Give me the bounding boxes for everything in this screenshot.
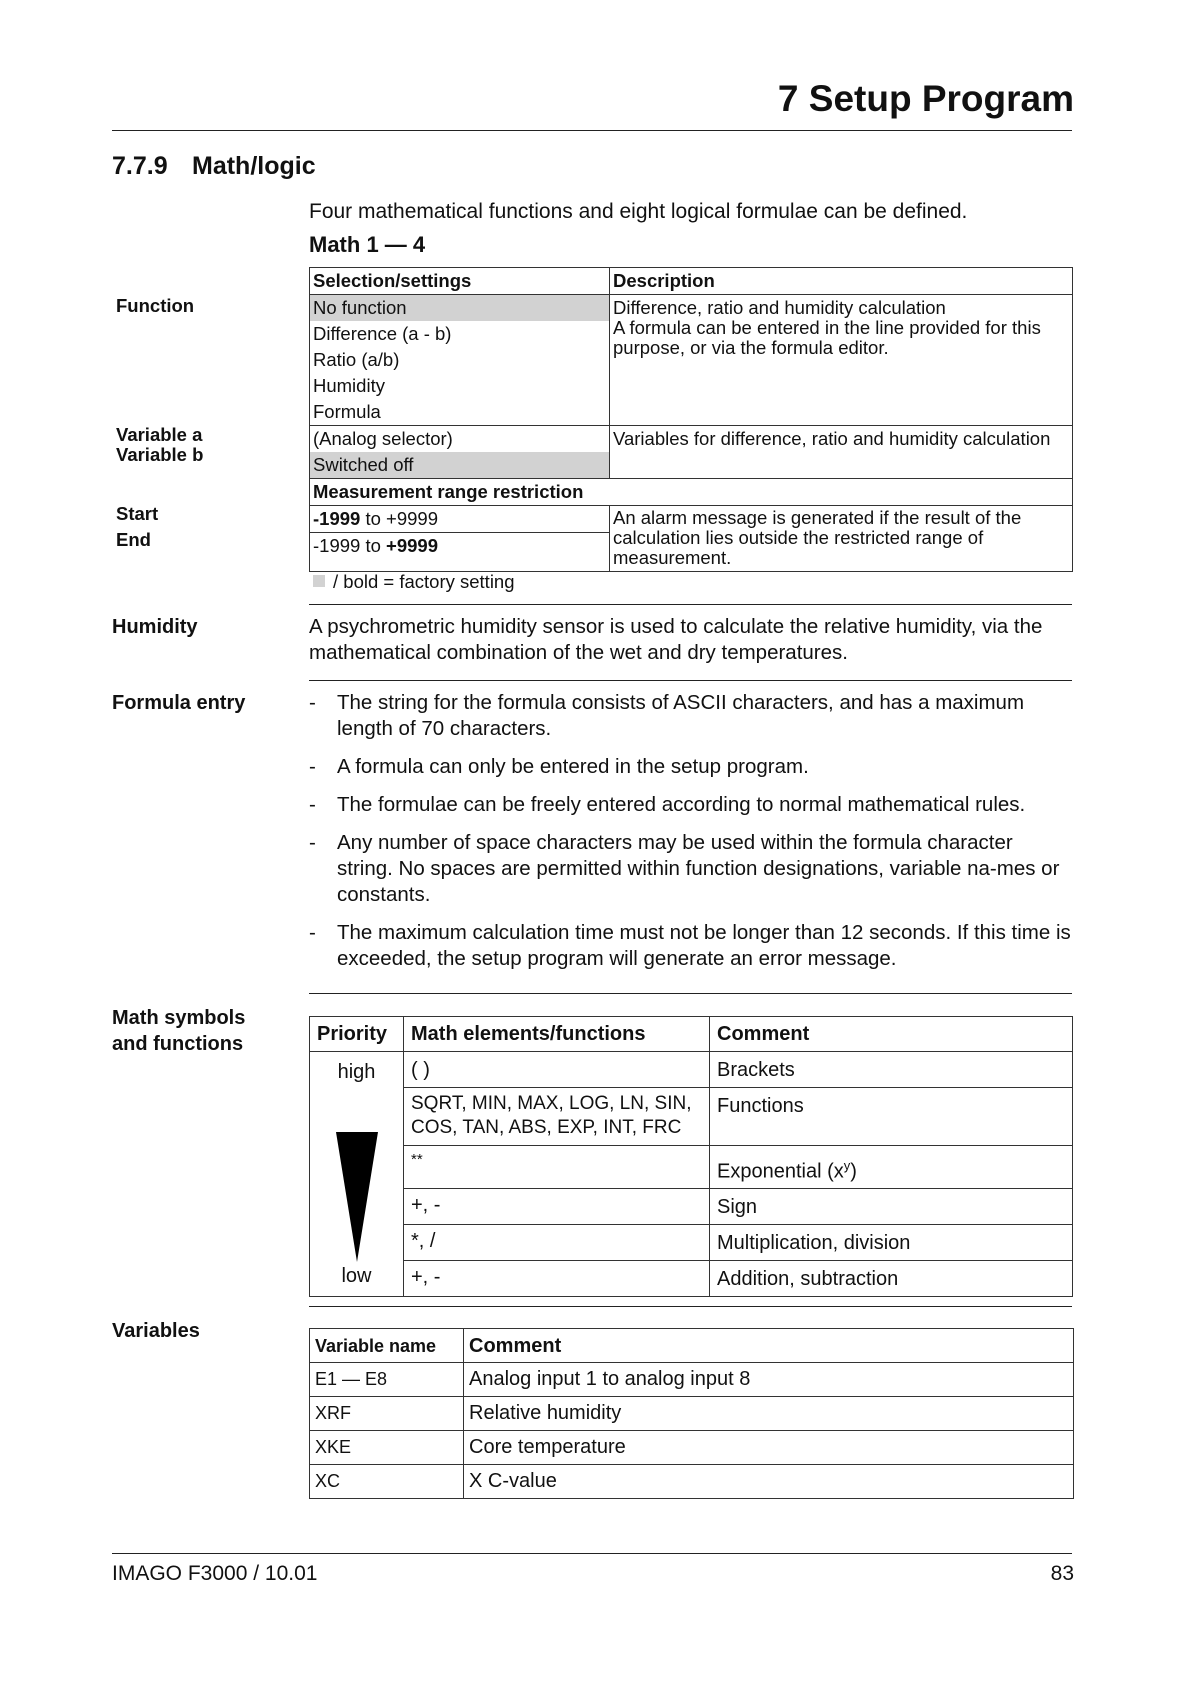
exponential-sup: y [843,1157,851,1173]
function-option-default: No function [310,295,609,321]
math-comment-cell: Brackets [710,1052,1073,1088]
footer-rule [112,1553,1072,1554]
legend-text: / bold = factory setting [333,571,515,592]
math-comment-cell: Functions [710,1088,1073,1146]
end-range: -1999 to [313,535,387,556]
label-math-symbols [112,1005,245,1057]
label-end: End [116,529,151,550]
list-item: - The string for the formula consists of ASCII characters, and has a maximum length of 70 characters. [309,690,1074,742]
math-elements-cell: SQRT, MIN, MAX, LOG, LN, SIN, COS, TAN, ABS, EXP, INT, FRC [404,1088,710,1146]
function-options-cell [310,295,610,426]
math-symbols-table [309,1016,1073,1297]
page-number: 83 [1050,1562,1074,1585]
intro-text: Four mathematical functions and eight logical formulae can be defined. [309,200,968,223]
variable-comment-cell: X C-value [464,1465,1074,1499]
factory-shade-swatch [313,575,325,587]
variable-description: Variables for difference, ratio and humidity calculation [610,426,1073,479]
function-description-2: A formula can be entered in the line provided for this purpose, or via the formula editor. [613,317,1041,358]
priority-arrow-icon [336,1132,378,1262]
variable-name-cell: XRF [310,1397,464,1431]
label-math-symbols-line2: and functions [112,1033,244,1055]
math-elements-cell: +, - [404,1188,710,1224]
list-item: - The maximum calculation time must not be longer than 12 seconds. If this time is exceeded, the setup program will generate an error message. [309,920,1074,972]
settings-header-selection: Selection/settings [310,268,610,295]
function-description-cell [610,295,1073,426]
start-value [310,506,610,533]
math-comment-cell: Sign [710,1188,1073,1224]
exponential-close: ) [850,1160,857,1183]
priority-low: low [341,1265,372,1287]
priority-high: high [337,1061,376,1083]
label-start: Start [116,503,159,524]
variable-name-cell: E1 — E8 [310,1363,464,1397]
range-description: An alarm message is generated if the result of the calculation lies outside the restricted range of measurement. [610,506,1073,572]
variable-name-cell: XKE [310,1431,464,1465]
math-header-elements: Math elements/functions [404,1017,710,1052]
label-math-symbols-line1: Math symbols [112,1007,246,1029]
label-variables: Variables [112,1320,200,1342]
start-default: -1999 [313,508,361,529]
range-header: Measurement range restriction [310,479,1073,506]
math-heading: Math 1 — 4 [309,232,426,257]
section-heading [112,152,316,181]
variable-comment-cell: Core temperature [464,1431,1074,1465]
humidity-text: A psychrometric humidity sensor is used to calculate the relative humidity, via the mathematical combination of the wet and dry temperatures. [309,615,1043,664]
math-header-comment: Comment [710,1017,1073,1052]
rule [309,604,1072,605]
function-option: Difference (a - b) [313,323,452,344]
exponential-text: Exponential (x [717,1160,844,1183]
legend [313,571,515,593]
settings-table [309,267,1073,572]
start-range: to +9999 [360,508,438,529]
variable-comment-cell: Analog input 1 to analog input 8 [464,1363,1074,1397]
variables-header-comment: Comment [464,1329,1074,1363]
math-elements-cell: *, / [404,1224,710,1260]
math-elements-cell: ** [404,1146,710,1188]
function-option: Formula [313,401,381,422]
variable-option-default: Switched off [310,452,609,478]
label-formula-entry: Formula entry [112,692,246,714]
label-function: Function [116,295,195,316]
function-option: Humidity [313,375,385,396]
rule [309,680,1072,681]
list-item: - A formula can only be entered in the setup program. [309,754,1074,780]
math-header-priority: Priority [310,1017,404,1052]
variable-option: (Analog selector) [313,428,453,449]
end-value [310,533,610,572]
priority-column [310,1052,404,1297]
end-default: +9999 [386,535,438,556]
section-title: Math/logic [192,152,316,180]
math-comment-cell [710,1146,1073,1188]
formula-bullet-list [309,690,1074,984]
label-variable-b: Variable b [116,444,204,465]
list-item: - The formulae can be freely entered according to normal mathematical rules. [309,792,1074,818]
math-comment-cell: Addition, subtraction [710,1260,1073,1296]
label-variable-a: Variable a [116,424,203,445]
label-humidity: Humidity [112,616,198,638]
variable-options-cell [310,426,610,479]
variable-name-cell: XC [310,1465,464,1499]
settings-header-description: Description [610,268,1073,295]
variables-header-name: Variable name [310,1329,464,1363]
math-comment-cell: Multiplication, division [710,1224,1073,1260]
rule [309,993,1072,994]
chapter-title: 7 Setup Program [777,78,1074,119]
function-description-1: Difference, ratio and humidity calculation [613,297,946,318]
header-rule [112,130,1072,131]
math-elements-cell: +, - [404,1260,710,1296]
rule [309,1306,1072,1307]
variable-comment-cell: Relative humidity [464,1397,1074,1431]
list-item: - Any number of space characters may be used within the formula character string. No spaces are permitted within function designations, variable na-mes or constants. [309,830,1074,908]
section-number: 7.7.9 [112,152,168,180]
function-option: Ratio (a/b) [313,349,400,370]
footer-document-id: IMAGO F3000 / 10.01 [112,1562,318,1585]
variables-table [309,1328,1074,1499]
math-elements-cell: ( ) [404,1052,710,1088]
